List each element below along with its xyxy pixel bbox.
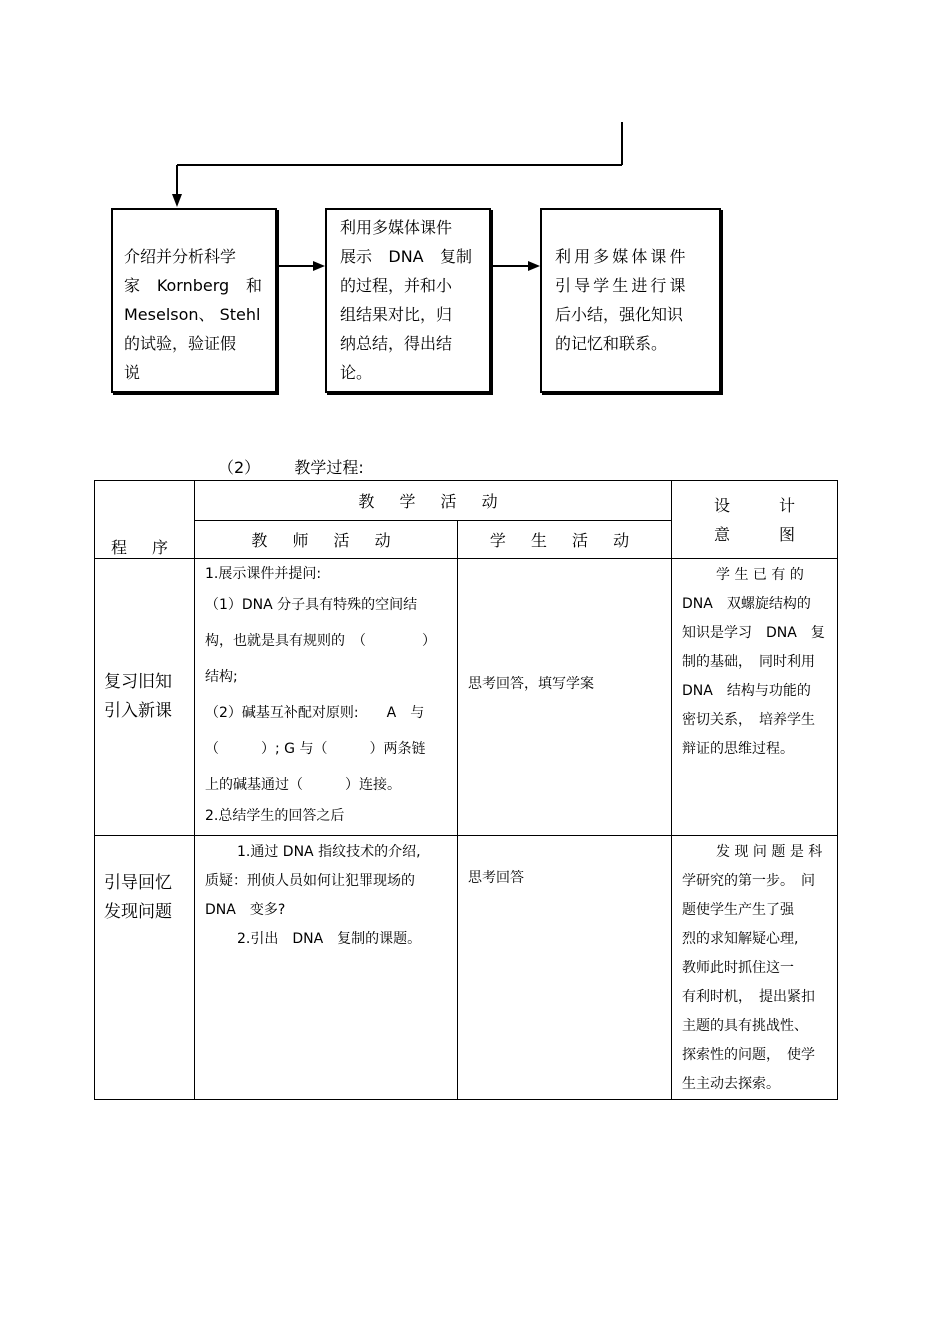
design-line: DNA 结构与功能的 bbox=[682, 683, 811, 699]
stage-cell bbox=[95, 559, 195, 836]
teacher-line: 1.通过 DNA 指纹技术的介绍, bbox=[237, 844, 421, 860]
teacher-line: 上的碱基通过（ ）连接。 bbox=[205, 777, 401, 793]
header-student-activity bbox=[458, 520, 672, 558]
arrowhead-right-2 bbox=[528, 261, 540, 271]
design-line: DNA 双螺旋结构的 bbox=[682, 596, 811, 612]
stage-label-line: 发现问题 bbox=[104, 902, 172, 922]
stage-label-line: 复习旧知 bbox=[104, 672, 172, 692]
header-program bbox=[95, 481, 195, 559]
header-program-label: 程 序 bbox=[110, 538, 179, 557]
teacher-line: 结构; bbox=[205, 669, 238, 685]
arrowhead-down bbox=[172, 194, 182, 207]
student-activity-cell bbox=[458, 836, 672, 1100]
design-line: 密切关系， 培养学生 bbox=[682, 712, 816, 728]
design-line: 制的基础， 同时利用 bbox=[682, 654, 816, 670]
section-number: （2） bbox=[218, 458, 261, 477]
flow-box-1-line: Meselson、 Stehl bbox=[124, 305, 261, 324]
flow-box-2-line: 利用多媒体课件 bbox=[340, 218, 453, 237]
design-line: 知识是学习 DNA 复 bbox=[682, 625, 825, 641]
teacher-line: 质疑：刑侦人员如何让犯罪现场的 bbox=[205, 873, 415, 889]
flow-box-2-line: 组结果对比，归 bbox=[340, 305, 453, 324]
student-activity-text: 思考回答，填写学案 bbox=[468, 676, 594, 692]
student-activity-cell bbox=[458, 559, 672, 836]
arrowhead-right-1 bbox=[313, 261, 325, 271]
flow-box-1-line: 的试验，验证假 bbox=[124, 334, 237, 353]
header-teaching-activity bbox=[195, 481, 672, 521]
table-row bbox=[95, 559, 838, 836]
flow-box-1-line: 家 Kornberg 和 bbox=[124, 276, 262, 295]
teacher-activity-cell bbox=[195, 559, 458, 836]
flow-box-3-line: 引 导 学 生 进 行 课 bbox=[555, 276, 685, 295]
teaching-process-table bbox=[94, 480, 838, 1100]
teacher-line: DNA 变多? bbox=[205, 902, 286, 918]
design-intent-cell bbox=[672, 836, 838, 1100]
header-teacher-activity bbox=[195, 520, 458, 558]
teacher-line: 1.展示课件并提问: bbox=[205, 566, 322, 582]
header-design-intent bbox=[672, 481, 838, 559]
design-line: 教师此时抓住这一 bbox=[682, 960, 795, 976]
flow-box-2-line: 论。 bbox=[340, 363, 373, 382]
section-heading bbox=[218, 455, 364, 478]
teacher-line: 构，也就是具有规则的 （ ） bbox=[205, 633, 436, 649]
flow-box-3-text bbox=[555, 242, 707, 358]
design-line: 题使学生产生了强 bbox=[682, 902, 795, 918]
design-line: 发 现 问 题 是 科 bbox=[716, 844, 823, 860]
teacher-line: （1）DNA 分子具有特殊的空间结 bbox=[205, 597, 418, 613]
teacher-line: （2）碱基互补配对原则: A 与 bbox=[205, 705, 425, 721]
header-teaching-activity-label: 教 学 活 动 bbox=[358, 491, 508, 511]
design-line: 学研究的第一步。 问 bbox=[682, 873, 816, 889]
design-intent-cell bbox=[672, 559, 838, 836]
stage-label-line: 引导回忆 bbox=[104, 873, 172, 893]
stage-label-line: 引入新课 bbox=[104, 701, 172, 721]
flow-box-1-text bbox=[124, 242, 262, 387]
flow-box-2-line: 展示 DNA 复制 bbox=[340, 247, 472, 266]
design-line: 探索性的问题， 使学 bbox=[682, 1047, 816, 1063]
header-teacher-activity-label: 教 师 活 动 bbox=[251, 530, 401, 550]
design-line: 主题的具有挑战性、 bbox=[682, 1018, 809, 1034]
flow-box-2-text bbox=[340, 213, 472, 387]
table-row bbox=[95, 836, 838, 1100]
header-design-line-2: 意 图 bbox=[713, 524, 818, 544]
header-student-activity-label: 学 生 活 动 bbox=[489, 530, 640, 550]
section-title: 教学过程: bbox=[294, 458, 364, 477]
teacher-activity-cell bbox=[195, 836, 458, 1100]
design-line: 辩证的思维过程。 bbox=[682, 741, 795, 757]
flow-box-3-line: 利 用 多 媒 体 课 件 bbox=[555, 247, 685, 266]
flow-box-2-line: 纳总结，得出结 bbox=[340, 334, 453, 353]
flow-box-3-line: 的记忆和联系。 bbox=[555, 334, 668, 353]
flow-box-1-line: 说 bbox=[124, 363, 141, 382]
flow-box-2-line: 的过程，并和小 bbox=[340, 276, 453, 295]
flow-box-3-line: 后小结，强化知识 bbox=[555, 305, 684, 324]
flow-box-1-line: 介绍并分析科学 bbox=[124, 247, 237, 266]
teacher-line: 2.总结学生的回答之后 bbox=[205, 808, 345, 824]
design-line: 有利时机， 提出紧扣 bbox=[682, 989, 816, 1005]
header-design-line-1: 设 计 bbox=[713, 495, 818, 515]
design-line: 烈的求知解疑心理, bbox=[682, 931, 799, 947]
teacher-line: 2.引出 DNA 复制的课题。 bbox=[237, 931, 422, 947]
stage-cell bbox=[95, 836, 195, 1100]
teacher-line: （ ）; G 与（ ）两条链 bbox=[205, 741, 426, 757]
design-line: 生主动去探索。 bbox=[682, 1076, 781, 1092]
student-activity-text: 思考回答 bbox=[468, 870, 524, 886]
design-line: 学 生 已 有 的 bbox=[716, 567, 804, 583]
